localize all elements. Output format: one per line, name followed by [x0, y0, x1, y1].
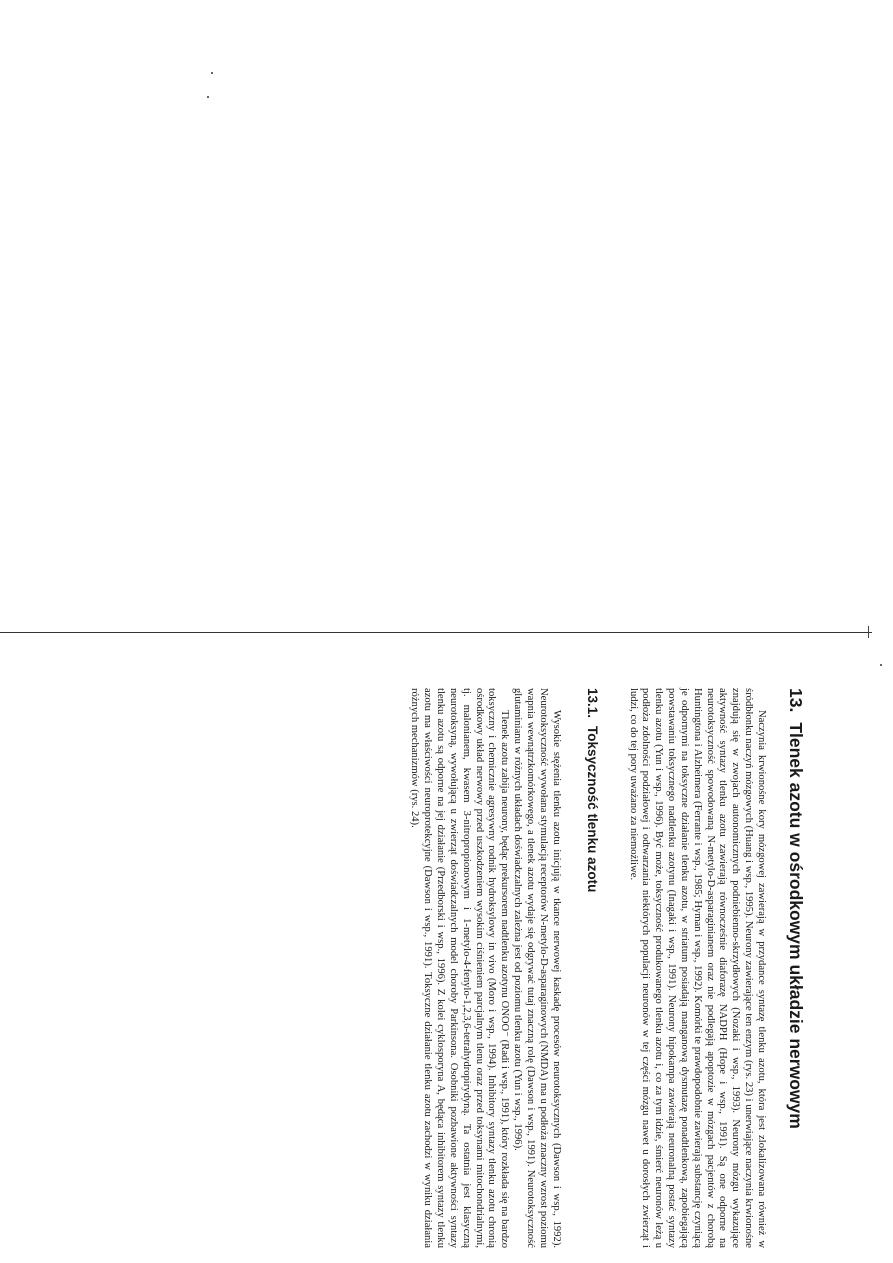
rotated-page-content [86, 688, 806, 1248]
chapter-title-text: Tlenek azotu w ośrodkowym układzie nerwowym [786, 722, 806, 1129]
page-fold-line [0, 632, 872, 633]
scan-speck [207, 96, 209, 98]
intro-paragraph: Naczynia krwionośne kory mózgowej zawierają w przydance syntazę tlenku azotu, która jest zlokalizowana również w śródbłonku naczyń mózgowych (Huang i wsp., 1995). Neurony zawierające ten enzym (rys. 23) i unerwiające naczynia krwionośne znajdują się w zwojach autonomicznych podniebienno-skrzydłowych (Nozaki i wsp., 1993). Neurony mózgu wykazujące aktywność syntazy tlenku azotu zawierają równocześnie diaforazę NADPH (Hope i wsp., 1991). Są one odporne na neurotoksyczność spowodowaną N-metylo-D-asparaginianem oraz nie podlegają apoptozie w mózgach pacjentów z chorobą Huntingtona i Alzheimera (Ferrante i wsp., 1985; Hyman i wsp., 1992). Komórki te prawdopodobnie zawierają substancję czyniącą je odpornymi na toksyczne działanie tlenku azotu, w striatum posiadają manganową dysmutazę ponadtlenkową, zapobiegającą powstawaniu toksycznego nadtlenku azotynu (Inagaki i wsp., 1991). Neurony hipokampa zawierają neuronalną postać syntazy tlenku azotu (Yun i wsp., 1996). Być może, toksyczność produkowanego tlenku azotu i, co za tym idzie, śmierć neuronów leżą u podłoża zdolności podziałowej i odtwarzania niektórych populacji neuronów w tej części mózgu nawet u dorosłych zwierząt i ludzi, co do tej pory uważano za niemożliwe. [627, 688, 767, 1248]
section-number: 13.1. [584, 688, 600, 719]
scan-speck [880, 664, 882, 666]
section-title [585, 688, 600, 1248]
chapter-number: 13. [786, 688, 806, 713]
section-title-text: Toksyczność tlenku azotu [584, 726, 600, 893]
chapter-title [785, 688, 806, 1248]
section-paragraph: Tlenek azotu zabija neurony, będąc prekursorem nadtlenku azotynu ONOO⁻ (Radi i wsp., 1991), który rozkłada się na bardzo toksyczny i chemicznie agresywny rodnik hydroksylowy in vivo (Moro i wsp., 1994). Inhibitory syntazy tlenku azotu chronią ośrodkowy układ nerwowy przed uszkodzeniem wysokim ciśnieniem parcjalnym tlenu oraz przed toksynami mitochondrialnymi, tj. malonianem, kwasem 3-nitropropionowym i 1-metylo-4-fenylo-1,2,3,6-tetrahydropirydyną. Ta ostatnia jest klasyczną neurotoksyną, wywołującą u zwierząt doświadczalnych model choroby Parkinsona. Osobniki pozbawione aktywności syntazy tlenku azotu są odporne na jej działanie (Przedborski i wsp., 1996). Z kolei cyklosporyna A, będąca inhibitorem syntazy tlenku azotu ma właściwości neuroprotekcyjne (Dawson i wsp., 1991). Toksyczne działanie tlenku azotu zachodzi w wyniku działania różnych mechanizmów (rys. 24). [409, 688, 511, 1248]
section-paragraph: Wysokie stężenia tlenku azotu inicjują w tkance nerwowej kaskadę procesów neurotoksycznych (Dawson i wsp., 1992). Neurotoksyczność wywołana stymulacją receptorów N-metylo-D-asparaginowych (NMDA) ma u podłoża znaczny wzrost poziomu wapnia wewnątrzkomórkowego, a tlenek azotu wydaje się odgrywać tutaj znaczną rolę (Dawson i wsp., 1991). Neurotoksyczność glutaminianu w różnych układach doświadczalnych zależna jest od poziomu tlenku azotu (Yun i wsp., 1996). [512, 688, 562, 1248]
scan-speck [211, 72, 213, 74]
page-fold-mark [868, 626, 869, 638]
